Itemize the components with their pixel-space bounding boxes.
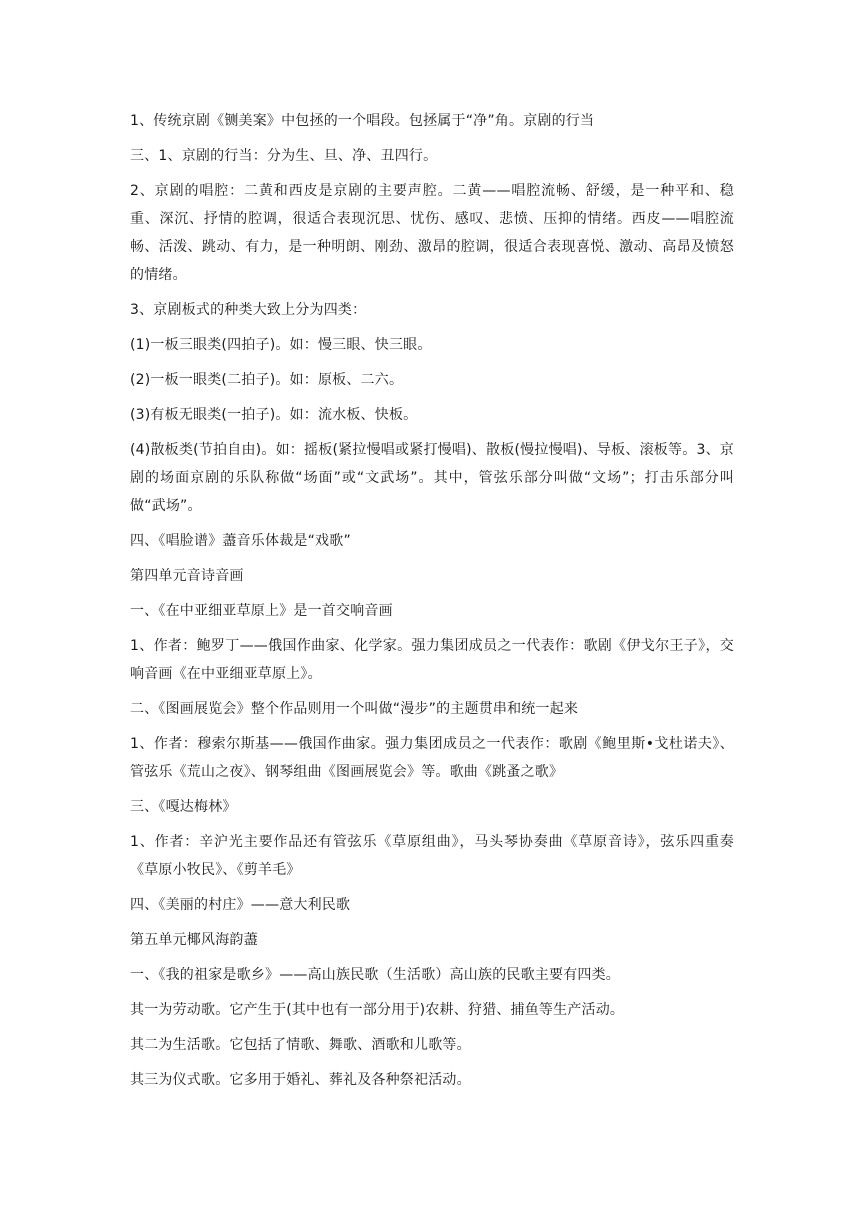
paragraph-21: 其二为生活歌。它包括了情歌、舞歌、酒歌和儿歌等。 — [130, 1037, 471, 1053]
paragraph-7: (3)有板无眼类(一拍子)。如：流水板、快板。 — [130, 407, 418, 423]
paragraph-12: 1、作者：鲍罗丁——俄国作曲家、化学家。强力集团成员之一代表作：歌剧《伊戈尔王子》，交响音画《在中亚细亚草原上》。 — [130, 638, 734, 682]
document-body — [130, 107, 734, 1101]
paragraph-13: 二、《图画展览会》整个作品则用一个叫做“漫步”的主题贯串和统一起来 — [130, 701, 579, 717]
paragraph-19: 一、《我的祖家是歌乡》——高山族民歌（生活歌）高山族的民歌主要有四类。 — [130, 967, 620, 983]
paragraph-14: 1、作者：穆索尔斯基——俄国作曲家。强力集团成员之一代表作：歌剧《鲍里斯•戈杜诺夫》、管弦乐《荒山之夜》、钢琴组曲《图画展览会》等。歌曲《跳蚤之歌》 — [130, 736, 734, 780]
paragraph-9: 四、《唱脸谱》藎音乐体裁是“戏歌” — [130, 533, 351, 549]
paragraph-10: 第四单元音诗音画 — [130, 568, 244, 584]
paragraph-2: 三、1、京剧的行当：分为生、旦、净、丑四行。 — [130, 148, 438, 164]
paragraph-3: 2、京剧的唱腔：二黄和西皮是京剧的主要声腔。二黄——唱腔流畅、舒缓，是一种平和、稳重、深沉、抒情的腔调，很适合表现沉思、忧伤、感叹、悲愤、压抑的情绪。西皮——唱腔流畅、活泼、跳动、有力，是一种明朗、刚劲、激昂的腔调，很适合表现喜悦、激动、高昂及愤怒的情绪。 — [130, 183, 734, 283]
paragraph-1: 1、传统京剧《铡美案》中包拯的一个唱段。包拯属于“净”角。京剧的行当 — [130, 113, 595, 129]
paragraph-20: 其一为劳动歌。它产生于(其中也有一部分用于)农耕、狩猎、捕鱼等生产活动。 — [130, 1002, 625, 1018]
paragraph-8: (4)散板类(节拍自由)。如：摇板(紧拉慢唱或紧打慢唱)、散板(慢拉慢唱)、导板、滚板等。3、京剧的场面京剧的乐队称做“场面”或“文武场”。其中，管弦乐部分叫做“文场”；打击乐部分叫做“武场”。 — [130, 442, 734, 514]
paragraph-18: 第五单元椰风海韵藎 — [130, 932, 258, 948]
paragraph-4: 3、京剧板式的种类大致上分为四类： — [130, 302, 367, 318]
paragraph-22: 其三为仪式歌。它多用于婚礼、葬礼及各种祭祀活动。 — [130, 1072, 471, 1088]
paragraph-5: (1)一板三眼类(四拍子)。如：慢三眼、快三眼。 — [130, 337, 432, 353]
paragraph-6: (2)一板一眼类(二拍子)。如：原板、二六。 — [130, 372, 404, 388]
paragraph-16: 1、作者：辛沪光主要作品还有管弦乐《草原组曲》，马头琴协奏曲《草原音诗》，弦乐四重奏《草原小牧民》、《剪羊毛》 — [130, 834, 734, 878]
paragraph-17: 四、《美丽的村庄》——意大利民歌 — [130, 897, 351, 913]
paragraph-15: 三、《嘎达梅林》 — [130, 799, 237, 815]
paragraph-11: 一、《在中亚细亚草原上》是一首交响音画 — [130, 603, 393, 619]
